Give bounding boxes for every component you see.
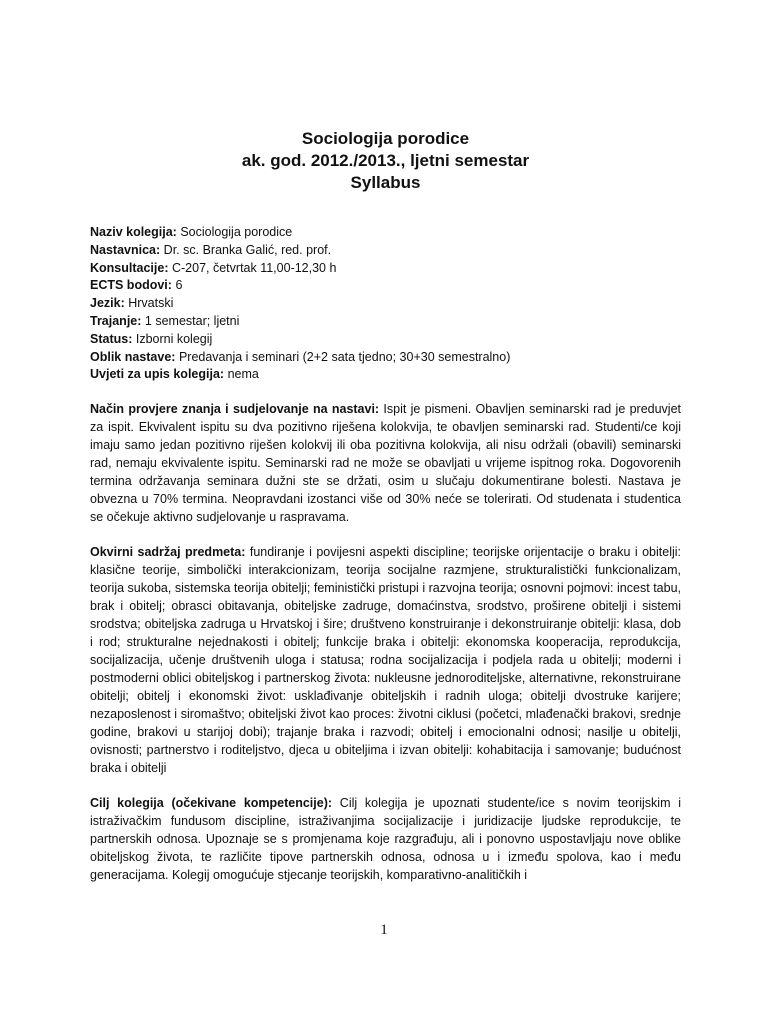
assessment-text: Ispit je pismeni. Obavljen seminarski rad je preduvjet za ispit. Ekvivalent ispitu su dva pozitivno riješena kolokvija, te obavljen seminarski rad. Studenti/ce koji imaju samo jedan pozitivno riješen kolokvij ili oba pozitivna kolokvija, ali nisu održali (obavili) seminarski rad, nemaju ekvivalente ispitu. Seminarski rad ne može se obavljati u vrijeme ispitnog roka. Dogovorenih termina održavanja seminara dužni ste se držati, osim u slučaju dokumentirane bolesti. Nastava je obvezna u 70% termina. Neopravdani izostanci više od 30% neće se tolerirati. Od studenata i studentica se očekuje aktivno sudjelovanje u raspravama. bbox=[90, 402, 681, 525]
goal-text: Cilj kolegija je upoznati studente/ice s novim teorijskim i istraživačkim fundusom discipline, istraživanjima socijalizacije i juridizacije ljudske reprodukcije, te partnerskih odnosa. Upoznaje se s promjenama koje razgrađuju, ali i ponovno uspostavljaju nove oblike obiteljskog života, te različite tipove partnerskih odnosa, odnosa u i između spolova, kao i među generacijama. Kolegij omogućuje stjecanje teorijskih, komparativno-analitičkih i bbox=[90, 796, 681, 883]
goal-label: Cilj kolegija (očekivane kompetencije): bbox=[90, 796, 333, 811]
course-info-status: Status: Izborni kolegij bbox=[90, 331, 213, 346]
course-info-format: Oblik nastave: Predavanja i seminari (2+2 sata tjedno; 30+30 semestralno) bbox=[90, 349, 511, 364]
goal-paragraph bbox=[90, 794, 681, 884]
course-info-teacher: Nastavnica: Dr. sc. Branka Galić, red. prof. bbox=[90, 242, 332, 257]
course-info-ects: ECTS bodovi: 6 bbox=[90, 278, 183, 293]
course-info-prerequisites: Uvjeti za upis kolegija: nema bbox=[90, 367, 259, 382]
document-title bbox=[90, 128, 681, 194]
assessment-paragraph bbox=[90, 400, 681, 526]
page-number: 1 bbox=[380, 922, 388, 938]
content-paragraph bbox=[90, 543, 681, 777]
course-title: Sociologija porodice bbox=[301, 129, 470, 148]
course-info-language: Jezik: Hrvatski bbox=[90, 296, 174, 311]
course-info-list bbox=[90, 224, 681, 384]
course-info-name: Naziv kolegija: Sociologija porodice bbox=[90, 225, 293, 239]
content-text: fundiranje i povijesni aspekti discipline; teorijske orijentacije o braku i obitelji: klasične teorije, simbolički interakcionizam, teorija socijalne razmjene, strukturalistički funkcionalizam, teorija sukoba, sistemska teorija obitelji; feministički pristupi i razvojna teorija; osnovni pojmovi: incest tabu, brak i obitelj; obrasci obitavanja, obiteljske zadruge, domaćinstva, srodstvo, proširene obitelji i sistemi srodstva; obiteljska zadruga u Hrvatskoj i šire; društveno konstruiranje i dekonstruiranje obitelji: klasa, dob i rod; strukturalne nejednakosti i obitelj; funkcije braka i obitelji: ekonomska kooperacija, reprodukcija, socijalizacija, učenje društvenih uloga i statusa; rodna socijalizacija i podjela rada u obitelji; moderni i postmoderni oblici obiteljskog i partnerskog života: nukleusne jednoroditeljske, alternativne, rekonstruirane obitelji; obitelj i ekonomski život: usklađivanje obiteljskih i radnih uloga; obitelji dvostruke karijere; nezaposlenost i siromaštvo; obiteljski život kao proces: životni ciklusi (početci, mlađenački brakovi, srednje godine, brakovi u starijoj dobi); trajanje braka i razvodi; obitelj i emocionalni odnosi; nasilje u obitelji, ovisnosti; partnerstvo i roditeljstvo, djeca u obiteljima i izvan obitelji: kohabitacija i samovanje; budućnost braka i obitelji bbox=[90, 545, 682, 776]
syllabus-heading: Syllabus bbox=[350, 173, 421, 192]
course-info-duration: Trajanje: 1 semestar; ljetni bbox=[90, 313, 240, 328]
course-info-consultations: Konsultacije: C-207, četvrtak 11,00-12,30 h bbox=[90, 260, 337, 275]
academic-year: ak. god. 2012./2013., ljetni semestar bbox=[241, 151, 530, 170]
assessment-label: Način provjere znanja i sudjelovanje na nastavi: bbox=[90, 402, 380, 417]
content-label: Okvirni sadržaj predmeta: bbox=[90, 545, 246, 560]
document-page bbox=[90, 128, 681, 901]
